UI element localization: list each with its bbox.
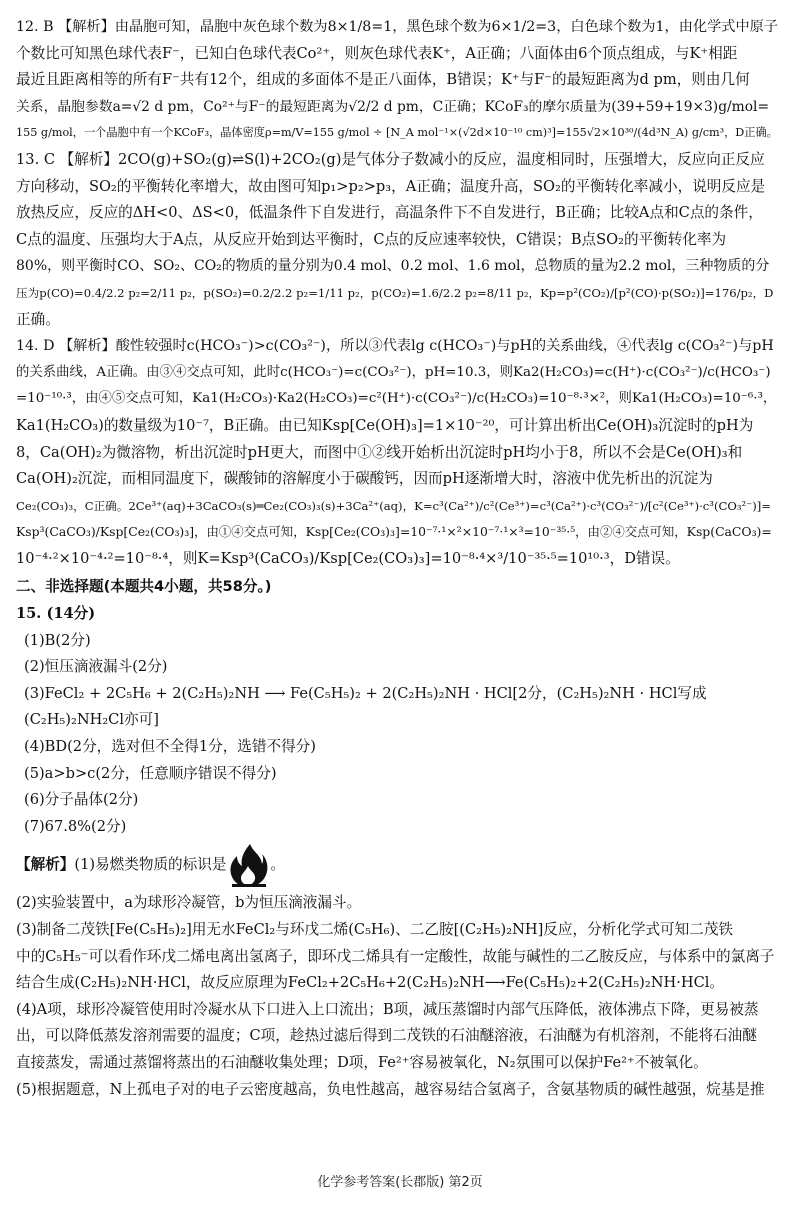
question-15-answers [16, 628, 778, 841]
text-line: 最近且距离相等的所有F⁻共有12个，组成的多面体不是正八面体，B错误；K⁺与F⁻的最短距离为d pm，则由几何 [16, 71, 750, 89]
answer-item: (4)BD(2分，选对但不全得1分，选错不得分) [24, 738, 316, 756]
text-line: 12. B 【解析】由晶胞可知，晶胞中灰色球个数为8×1/8=1，黑色球个数为6×1/2=3，白色球个数为1，由化学式中原子 [16, 19, 779, 35]
text-line: Ce₂(CO₃)₃，C正确。2Ce³⁺(aq)+3CaCO₃(s)═Ce₂(CO₃)₃(s)+3Ca²⁺(aq)，K=c³(Ca²⁺)/c²(Ce³⁺)=c³(Ca²⁺)·c³(CO₃²⁻)/[c²(Ce³⁺)·c³(CO₃²⁻)]= [16, 498, 772, 513]
answer-lines-12-14 [16, 14, 778, 572]
analysis-line: (4)A项，球形冷凝管使用时冷凝水从下口进入上口流出；B项，减压蒸馏时内部气压降低，液体沸点下降，更易被蒸 [16, 1000, 759, 1018]
page-footer: 化学参考答案(长郡版) 第2页 [317, 1175, 483, 1191]
text-line: 的关系曲线，A正确。由③④交点可知，此时c(HCO₃⁻)=c(CO₃²⁻)，pH=10.3，则Ka2(H₂CO₃)=c(H⁺)·c(CO₃²⁻)/c(HCO₃⁻) [16, 364, 771, 380]
text-line: 正确。 [16, 310, 60, 328]
text-line: 关系，晶胞参数a=√2 d pm，Co²⁺与F⁻的最短距离为√2/2 d pm，C正确；KCoF₃的摩尔质量为(39+59+19×3)g/mol= [16, 98, 770, 115]
analysis-tag: 【解析】 [16, 856, 75, 874]
text-line: Ca(OH)₂沉淀，而相同温度下，碳酸铈的溶解度小于碳酸钙，因而pH逐渐增大时，溶液中优先析出的沉淀为 [16, 470, 713, 488]
analysis-lead: (1)易燃类物质的标识是 [74, 856, 227, 874]
text-line: 80%，则平衡时CO、SO₂、CO₂的物质的量分别为0.4 mol、0.2 mol、1.6 mol，总物质的量为2.2 mol，三种物质的分 [16, 258, 770, 275]
text-line: 8，Ca(OH)₂为微溶物，析出沉淀时pH更大，而图中①②线开始析出沉淀时pH均小于8，所以不会是Ce(OH)₃和 [16, 443, 743, 461]
analysis-lead-end: 。 [270, 856, 286, 874]
flammable-hazard-icon [228, 842, 270, 888]
analysis-line: 中的C₅H₅⁻可以看作环戊二烯电离出氢离子，即环戊二烯具有一定酸性，故能与碱性的二乙胺反应，与体系中的氯离子 [16, 947, 775, 965]
analysis-line: (3)制备二茂铁[Fe(C₅H₅)₂]用无水FeCl₂与环戊二烯(C₅H₆)、二乙胺[(C₂H₅)₂NH]反应，分析化学式可知二茂铁 [16, 921, 734, 938]
text-line: 方向移动，SO₂的平衡转化率增大，故由图可知p₁>p₂>p₃，A正确；温度升高，SO₂的平衡转化率减小，说明反应是 [16, 177, 766, 195]
text-line: =10⁻¹⁰·³，由④⑤交点可知，Ka1(H₂CO₃)·Ka2(H₂CO₃)=c²(H⁺)·c(CO₃²⁻)/c(H₂CO₃)=10⁻⁸·³×²，则Ka1(H₂CO₃)=10⁻⁶·³， [16, 391, 777, 407]
analysis-line: (2)实验装置中，a为球形冷凝管，b为恒压滴液漏斗。 [16, 894, 362, 912]
text-line: 个数比可知黑色球代表F⁻，已知白色球代表Co²⁺，则灰色球代表K⁺，A正确；八面体由6个顶点组成，与K⁺相距 [16, 44, 738, 62]
text-line: 14. D 【解析】酸性较强时c(HCO₃⁻)>c(CO₃²⁻)，所以③代表lg c(HCO₃⁻)与pH的关系曲线，④代表lg c(CO₃²⁻)与pH [16, 338, 774, 355]
text-line: 10⁻⁴·²×10⁻⁴·²=10⁻⁸·⁴，则K=Ksp³(CaCO₃)/Ksp[Ce₂(CO₃)₃]=10⁻⁸·⁴×³/10⁻³⁵·⁵=10¹⁰·³，D错误。 [16, 549, 680, 567]
answer-item: (1)B(2分) [24, 631, 91, 649]
analysis-line: 结合生成(C₂H₅)₂NH·HCl，故反应原理为FeCl₂+2C₅H₆+2(C₂H₅)₂NH⟶Fe(C₅H₅)₂+2(C₂H₅)₂NH·HCl。 [16, 974, 725, 992]
text-line: 压为p(CO)=0.4/2.2 p₂=2/11 p₂，p(SO₂)=0.2/2.2 p₂=1/11 p₂，p(CO₂)=1.6/2.2 p₂=8/11 p₂，Kp=p²(CO₂)/[p²(CO)·p(SO₂)]=176/p₂，D [16, 285, 774, 300]
answer-item: (7)67.8%(2分) [24, 817, 127, 835]
question-15-head: 15. (14分) [16, 605, 96, 623]
question-15-analysis [16, 890, 778, 1103]
text-line: C点的温度、压强均大于A点，从反应开始到达平衡时，C点的反应速率较快，C错误；B点SO₂的平衡转化率为 [16, 230, 727, 248]
text-line: Ksp³(CaCO₃)/Ksp[Ce₂(CO₃)₃]，由①④交点可知，Ksp[Ce₂(CO₃)₃]=10⁻⁷·¹×²×10⁻⁷·¹×³=10⁻³⁵·⁵，由②④交点可知，Ksp(CaCO₃)= [16, 524, 772, 540]
text-line: 13. C 【解析】2CO(g)+SO₂(g)⇌S(l)+2CO₂(g)是气体分子数减小的反应，温度相同时，压强增大，反应向正反应 [16, 150, 765, 168]
text-line: 放热反应，反应的ΔH<0、ΔS<0，低温条件下自发进行，高温条件下不自发进行，B正确；比较A点和C点的条件， [16, 204, 763, 222]
analysis-line: (5)根据题意，N上孤电子对的电子云密度越高，负电性越高，越容易结合氢离子，含氨基物质的碱性越强，烷基是推 [16, 1080, 765, 1098]
answer-item: (6)分子晶体(2分) [24, 791, 139, 809]
analysis-line: 直接蒸发，需通过蒸馏将蒸出的石油醚收集处理；D项，Fe²⁺容易被氧化，N₂氛围可以保护Fe²⁺不被氧化。 [16, 1053, 708, 1071]
answer-item: (5)a>b>c(2分，任意顺序错误不得分) [24, 764, 277, 782]
answer-item: (3)FeCl₂ + 2C₅H₆ + 2(C₂H₅)₂NH ⟶ Fe(C₅H₅)₂ + 2(C₂H₅)₂NH · HCl[2分，(C₂H₅)₂NH · HCl写成 [24, 684, 707, 702]
answer-item: (C₂H₅)₂NH₂Cl亦可] [24, 711, 159, 729]
text-line: Ka1(H₂CO₃)的数量级为10⁻⁷，B正确。由已知Ksp[Ce(OH)₃]=1×10⁻²⁰，可计算出析出Ce(OH)₃沉淀时的pH为 [16, 416, 754, 434]
analysis-fire-row [16, 840, 778, 890]
analysis-line: 出，可以降低蒸发溶剂需要的温度；C项，趁热过滤后得到二茂铁的石油醚溶液，石油醚为有机溶剂，不能将石油醚 [16, 1027, 757, 1045]
section-heading: 二、非选择题(本题共4小题，共58分。) [16, 578, 272, 596]
answer-item: (2)恒压滴液漏斗(2分) [24, 658, 168, 676]
text-line: 155 g/mol，一个晶胞中有一个KCoF₃，晶体密度ρ=m/V=155 g/mol ÷ [N_A mol⁻¹×(√2d×10⁻¹⁰ cm)³]=155√2×10³⁰/(4d³N_A) g/cm³，D正确。 [16, 126, 778, 140]
